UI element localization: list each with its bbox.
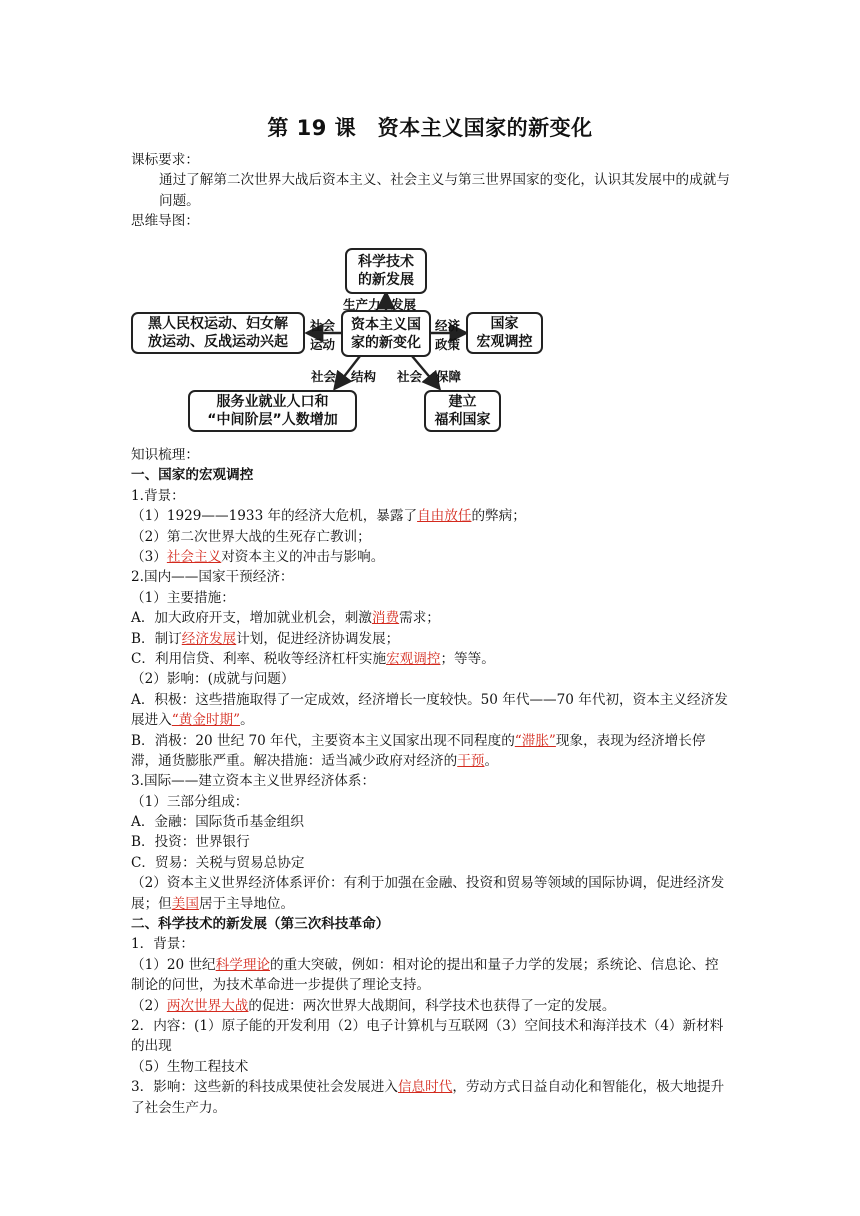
s1-background-1: （1）1929——1933 年的经济大危机，暴露了自由放任的弊病； [131,508,526,525]
edge-label-economic: 经济 [435,318,461,333]
mindmap-label: 思维导图： [131,213,199,230]
s2-content: 2．内容：(1）原子能的开发利用（2）电子计算机与互联网（3）空间技术和海洋技术（4）新材料的出现 [131,1018,724,1055]
s1-part-c: C．贸易：关税与贸易总协定 [131,854,305,871]
answer-macro-control: 宏观调控 [386,650,441,667]
node-welfare-state: 建立 福利国家 [424,390,501,432]
answer-information-age: 信息时代 [397,1079,453,1096]
s1-background-3: （3）社会主义对资本主义的冲击与影响。 [131,548,385,565]
s1-measure-c: C．利用信贷、利率、税收等经济杠杆实施宏观调控；等等。 [131,650,495,667]
s1-evaluation: （2）资本主义世界经济体系评价：有利于加强在金融、投资和贸易等领域的国际协调，促进经济发展；但美国居于主导地位。 [131,875,725,912]
answer-scientific-theory: 科学理论 [215,956,271,973]
edge-label-productivity: 生产力 [343,297,381,312]
standard-text: 通过了解第二次世界大战后资本主义、社会主义与第三世界国家的变化，认识其发展中的成就与问题。 [159,172,730,209]
edge-label-movement: 运动 [310,337,336,352]
answer-consumption: 消费 [371,610,400,627]
section-1-heading: 一、国家的宏观调控 [131,467,254,484]
s1-measure-a: A．加大政府开支，增加就业机会，刺激消费需求； [131,610,440,627]
s1-background-title: 1.背景： [131,487,185,504]
s1-impact-positive: A．积极：这些措施取得了一定成效，经济增长一度较快。50 年代——70 年代初，资本主义经济发展进入“黄金时期”。 [131,691,728,729]
section-2-heading: 二、科学技术的新发展（第三次科技革命） [131,916,390,933]
edge-label-structure: 结构 [351,369,377,384]
s1-measures-title: （1）主要措施： [131,589,235,606]
s2-background-title: 1．背景： [131,936,195,953]
edge-label-development: 发展 [391,297,417,312]
s1-part-a: A．金融：国际货币基金组织 [131,814,304,831]
s1-measure-b: B．制订经济发展计划，促进经济协调发展； [131,630,400,647]
s1-impact-title: （2）影响：(成就与问题） [131,671,295,688]
mind-map-diagram [0,0,860,440]
answer-socialism: 社会主义 [166,548,222,565]
edge-label-social: 社会 [310,318,336,333]
s1-impact-negative: B．消极：20 世纪 70 年代，主要资本主义国家出现不同程度的“滞胀”现象，表现为经济增长停滞，通货膨胀严重。解决措施：适当减少政府对经济的干预。 [131,732,706,769]
node-macro-control: 国家 宏观调控 [466,312,543,354]
edge-label-society-2: 社会 [397,369,423,384]
knowledge-label: 知识梳理： [131,447,199,463]
answer-laissez-faire: 自由放任 [417,508,472,525]
knowledge-section [131,445,731,1118]
answer-economic-development: 经济发展 [181,630,237,647]
answer-usa: 美国 [171,895,199,912]
s1-background-2: （2）第二次世界大战的生死存亡教训； [131,528,371,545]
edge-label-policy: 政策 [435,337,461,352]
s1-parts-title: （1）三部分组成： [131,793,249,810]
s2-background-1: （1）20 世纪科学理论的重大突破，例如：相对论的提出和量子力学的发展；系统论、信息论、控制论的问世，为技术革命进一步提供了理论支持。 [131,956,719,994]
s1-part-b: B．投资：世界银行 [131,834,250,851]
s1-domestic-title: 2.国内——国家干预经济： [131,569,294,586]
answer-golden-age: “黄金时期” [171,712,241,729]
s2-impact: 3．影响：这些新的科技成果使社会发展进入信息时代，劳动方式日益自动化和智能化，极大地提升了社会生产力。 [131,1079,725,1116]
standard-label: 课标要求： [131,152,199,168]
node-science-tech: 科学技术 的新发展 [345,248,427,294]
edge-label-security: 保障 [436,369,462,384]
answer-intervention: 干预 [457,752,485,769]
node-center: 资本主义国 家的新变化 [341,310,431,357]
s2-content-5: （5）生物工程技术 [131,1058,249,1075]
edge-label-society-1: 社会 [311,369,337,384]
answer-stagflation: “滞胀” [514,732,556,749]
node-service-employment: 服务业就业人口和 “中间阶层”人数增加 [188,390,357,432]
s2-background-2: （2）两次世界大战的促进：两次世界大战期间，科学技术也获得了一定的发展。 [131,997,616,1014]
page-title: 第 19 课 资本主义国家的新变化 [267,116,593,140]
node-social-movements: 黑人民权运动、妇女解 放运动、反战运动兴起 [131,312,305,354]
answer-two-world-wars: 两次世界大战 [166,997,249,1014]
mind-map-arrows [0,0,860,440]
s1-international-title: 3.国际——建立资本主义世界经济体系： [131,773,376,790]
